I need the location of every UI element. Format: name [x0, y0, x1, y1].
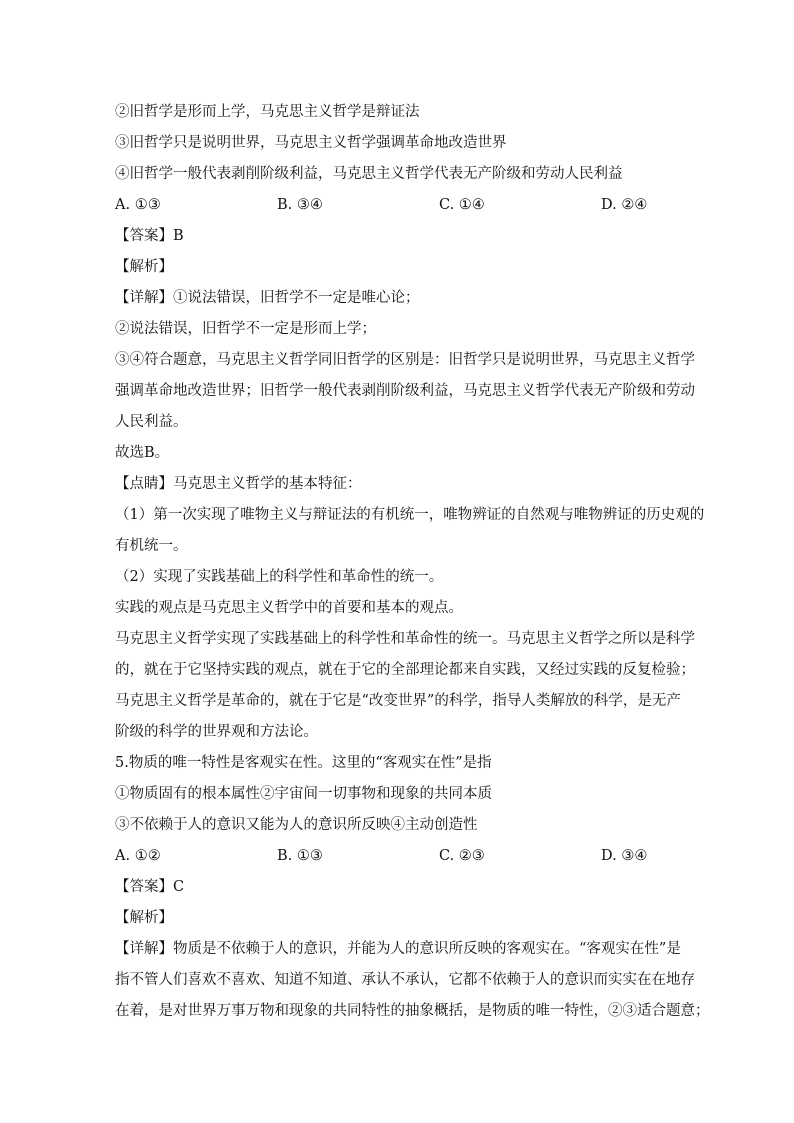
q5-detail-line: 在着，是对世界万事万物和现象的共同特性的抽象概括，是物质的唯一特性，②③适合题意； [115, 1003, 710, 1019]
q5-detail-line: 【详解】物质是不依赖于人的意识，并能为人的意识所反映的客观实在。“客观实在性”是 [115, 941, 681, 957]
q5-stem-line: ③不依赖于人的意识又能为人的意识所反映④主动创造性 [115, 817, 478, 833]
document-content [115, 97, 710, 1027]
q4-option-a: A. ①③ [115, 197, 161, 213]
q5-analysis-label: 【解析】 [115, 910, 173, 926]
q4-detail-line: （1）第一次实现了唯物主义与辩证法的有机统一，唯物辨证的自然观与唯物辨证的历史观的 [115, 507, 705, 523]
q4-detail-line: 的，就在于它坚持实践的观点，就在于它的全部理论都来自实践，又经过实践的反复检验； [115, 662, 695, 678]
q4-detail-line: 强调革命地改造世界；旧哲学一般代表剥削阶级利益，马克思主义哲学代表无产阶级和劳动 [115, 383, 695, 399]
statement-3: ③旧哲学只是说明世界，马克思主义哲学强调革命地改造世界 [115, 135, 507, 151]
q4-detail-line: 【详解】①说法错误，旧哲学不一定是唯心论； [115, 290, 420, 306]
q4-options [115, 190, 685, 221]
q4-option-d: D. ②④ [601, 197, 648, 213]
q4-detail-line: 马克思主义哲学是革命的，就在于它是“改变世界”的科学，指导人类解放的科学，是无产 [115, 693, 681, 709]
q4-detail-line: 人民利益。 [115, 414, 188, 430]
q4-detail-line: （2）实现了实践基础上的科学性和革命性的统一。 [115, 569, 444, 585]
q5-option-b: B. ①③ [277, 848, 323, 864]
q5-option-a: A. ①② [115, 848, 161, 864]
q4-detail-line: 有机统一。 [115, 538, 188, 554]
q4-detail-line: 【点睛】马克思主义哲学的基本特征： [115, 476, 362, 492]
q4-detail-line: ③④符合题意，马克思主义哲学同旧哲学的区别是：旧哲学只是说明世界，马克思主义哲学 [115, 352, 695, 368]
statement-4: ④旧哲学一般代表剥削阶级利益，马克思主义哲学代表无产阶级和劳动人民利益 [115, 166, 623, 182]
q4-detail-line: ②说法错误，旧哲学不一定是形而上学； [115, 321, 376, 337]
q4-detail-line: 阶级的科学的世界观和方法论。 [115, 724, 318, 740]
q4-analysis-label: 【解析】 [115, 259, 173, 275]
q4-answer: 【答案】B [115, 228, 184, 244]
q4-detail-line: 马克思主义哲学实现了实践基础上的科学性和革命性的统一。马克思主义哲学之所以是科学 [115, 631, 695, 647]
q4-option-c: C. ①④ [439, 197, 485, 213]
q5-options [115, 841, 685, 872]
q4-detail-line: 实践的观点是马克思主义哲学中的首要和基本的观点。 [115, 600, 463, 616]
q5-stem-line: ①物质固有的根本属性②宇宙间一切事物和现象的共同本质 [115, 786, 492, 802]
q4-detail-line: 故选B。 [115, 445, 170, 461]
q4-option-b: B. ③④ [277, 197, 323, 213]
q5-answer: 【答案】C [115, 879, 185, 895]
statement-2: ②旧哲学是形而上学，马克思主义哲学是辩证法 [115, 104, 420, 120]
q5-option-d: D. ③④ [601, 848, 648, 864]
q5-stem-line: 5.物质的唯一特性是客观实在性。这里的“客观实在性”是指 [115, 755, 492, 771]
q5-option-c: C. ②③ [439, 848, 485, 864]
q5-detail-line: 指不管人们喜欢不喜欢、知道不知道、承认不承认，它都不依赖于人的意识而实实在在地存 [115, 972, 695, 988]
